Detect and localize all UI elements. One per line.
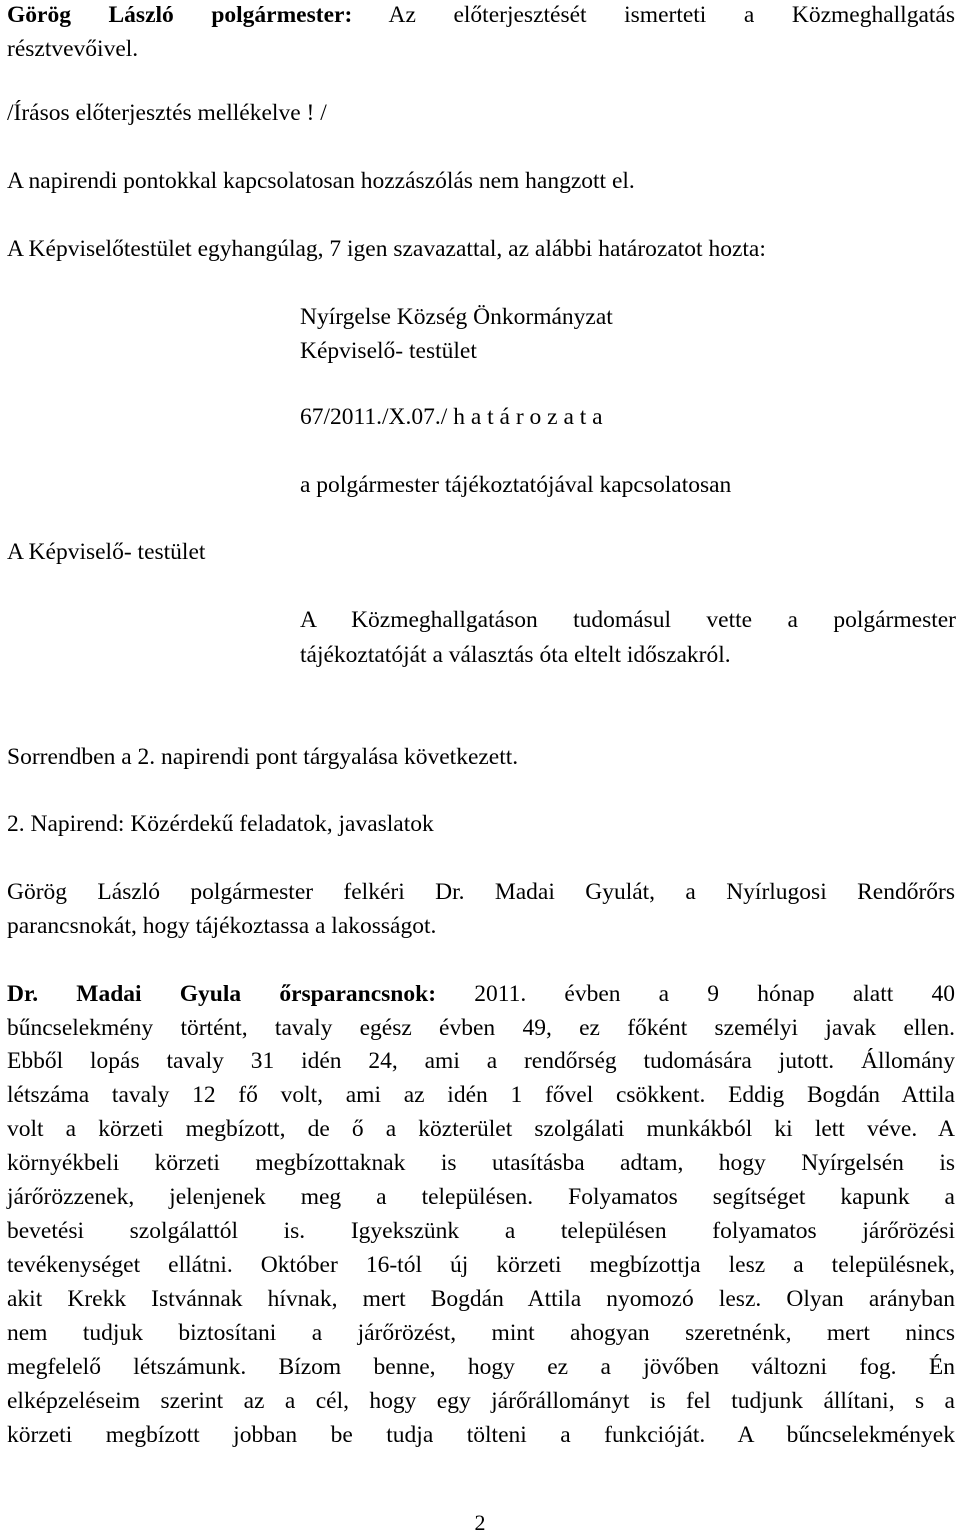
resolution-number-code: 67/2011./X.07./ — [300, 404, 448, 430]
speech-line-11: megfelelő létszámunk. Bízom benne, hogy ez a jövőben változni fog. Én — [7, 1354, 955, 1380]
resolution-body-1: A Közmeghallgatáson tudomásul vette a polgármester — [300, 607, 956, 633]
speech-line-10: nem tudjuk biztosítani a járőrözést, mint ahogyan szeretnénk, mert nincs — [7, 1320, 955, 1346]
page-number: 2 — [474, 1510, 486, 1535]
resolution-left-label: A Képviselő- testület — [7, 539, 206, 565]
no-comments-line: A napirendi pontokkal kapcsolatosan hozzászólás nem hangzott el. — [7, 168, 635, 194]
resolution-authority-1: Nyírgelse Község Önkormányzat — [300, 304, 613, 330]
speech-first-text: 2011. évben a 9 hónap alatt 40 — [436, 981, 955, 1007]
speech-line-1: bűncselekmény történt, tavaly egész évben 49, ez főként személyi javak ellen. — [7, 1015, 955, 1041]
speech-line-3: létszáma tavaly 12 fő volt, ami az idén 1 fővel csökkent. Eddig Bogdán Attila — [7, 1082, 955, 1108]
speech-speaker: Dr. Madai Gyula őrsparancsnok: — [7, 981, 437, 1007]
vote-line: A Képviselőtestület egyhangúlag, 7 igen szavazattal, az alábbi határozatot hozta: — [7, 236, 766, 262]
agenda-invite-1: Görög László polgármester felkéri Dr. Madai Gyulát, a Nyírlugosi Rendőrőrs — [7, 879, 955, 905]
agenda-next-item: Sorrendben a 2. napirendi pont tárgyalása következett. — [7, 744, 519, 770]
intro-speaker: Görög László polgármester: — [7, 2, 353, 28]
resolution-authority-2: Képviselő- testület — [300, 338, 477, 364]
speech-line-12: elképzeléseim szerint az a cél, hogy egy járőrállományt is fel tudjunk állítani, s a — [7, 1388, 955, 1414]
intro-text: Az előterjesztését ismerteti a Közmeghallgatás — [388, 2, 955, 28]
speech-line-5: környékbeli körzeti megbízottaknak is utasításba adtam, hogy Nyírgelsén is — [7, 1150, 955, 1176]
speech-line-7: bevetési szolgálattól is. Igyekszünk a településen folyamatos járőrözési — [7, 1218, 955, 1244]
resolution-word: h a t á r o z a t a — [453, 404, 603, 430]
attachment-note: /Írásos előterjesztés mellékelve ! / — [7, 100, 327, 126]
agenda-item-title: 2. Napirend: Közérdekű feladatok, javaslatok — [7, 811, 434, 837]
speech-line-13: körzeti megbízott jobban be tudja tölteni a funkcióját. A bűncselekmények — [7, 1422, 955, 1448]
speech-line-0 — [7, 983, 955, 1007]
speech-line-4: volt a körzeti megbízott, de ő a közterület szolgálati munkákból ki lett véve. A — [7, 1116, 955, 1142]
resolution-subject: a polgármester tájékoztatójával kapcsolatosan — [300, 472, 732, 498]
resolution-body-2: tájékoztatóját a választás óta eltelt időszakról. — [300, 642, 731, 668]
speech-line-2: Ebből lopás tavaly 31 idén 24, ami a rendőrség tudomására jutott. Állomány — [7, 1048, 955, 1074]
intro-line-2: résztvevőivel. — [7, 36, 139, 62]
intro-line-1 — [7, 4, 955, 28]
speech-line-9: akit Krekk Istvánnak hívnak, mert Bogdán Attila nyomozó lesz. Olyan arányban — [7, 1286, 955, 1312]
speech-line-6: járőrözzenek, jelenjenek meg a településen. Folyamatos segítséget kapunk a — [7, 1184, 955, 1210]
agenda-invite-2: parancsnokát, hogy tájékoztassa a lakosságot. — [7, 913, 437, 939]
speech-line-8: tevékenységet ellátni. Október 16-tól új körzeti megbízottja lesz a településnek, — [7, 1252, 955, 1278]
resolution-number — [300, 406, 956, 430]
